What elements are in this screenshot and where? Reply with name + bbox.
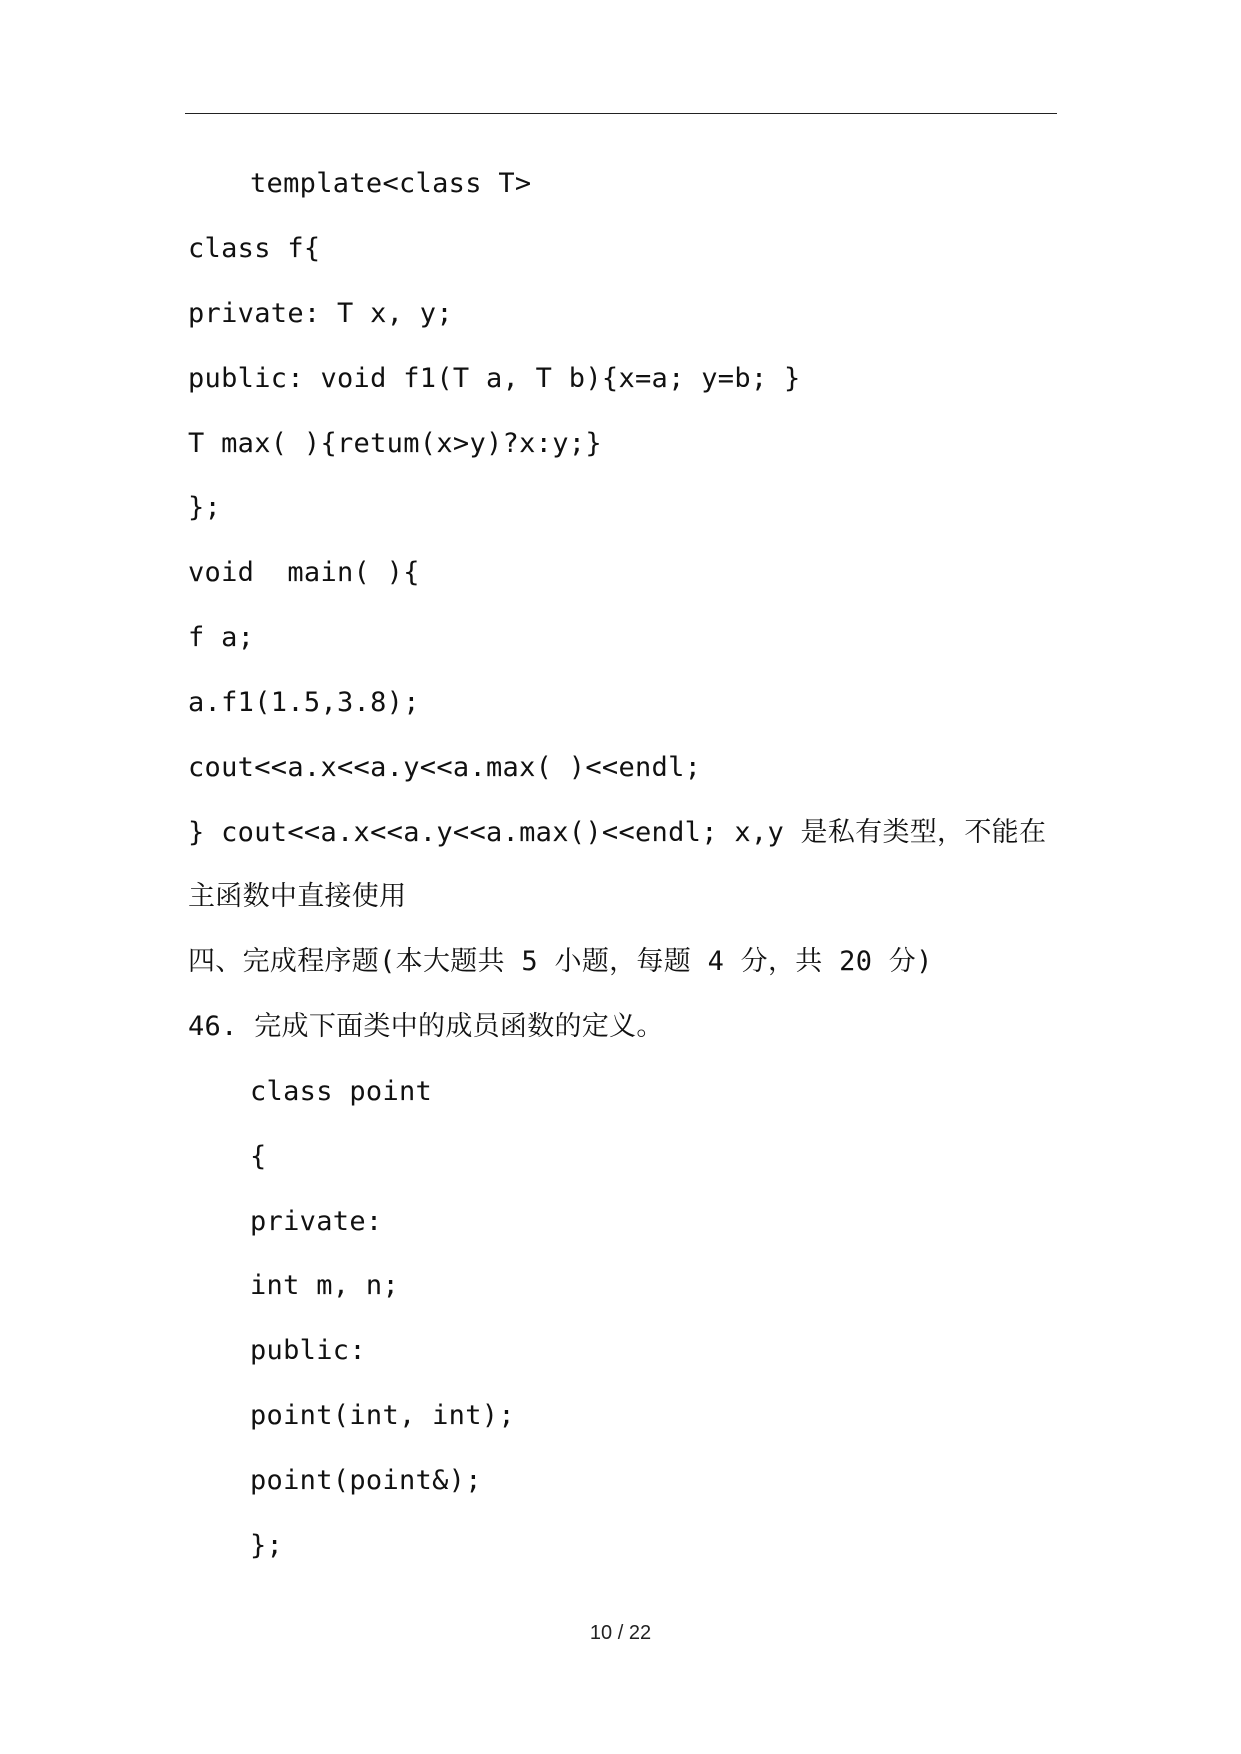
- code-line: {: [250, 1141, 267, 1172]
- code-line: cout<<a.x<<a.y<<a.max( )<<endl;: [188, 752, 702, 783]
- code-line: point(int, int);: [250, 1400, 515, 1431]
- answer-line: } cout<<a.x<<a.y<<a.max()<<endl; x,y 是私有类型，不能在: [188, 817, 1047, 848]
- code-line: f a;: [188, 622, 255, 653]
- page-number: 10 / 22: [589, 1622, 652, 1644]
- header-rule: [185, 113, 1057, 114]
- answer-line: 主函数中直接使用: [188, 881, 407, 912]
- code-line: };: [250, 1530, 284, 1561]
- code-line: void main( ){: [188, 557, 420, 588]
- section-heading: 四、完成程序题(本大题共 5 小题，每题 4 分，共 20 分): [188, 946, 933, 977]
- code-line: private:: [250, 1206, 383, 1237]
- code-line: public: void f1(T a, T b){x=a; y=b; }: [188, 363, 801, 394]
- code-line: int m, n;: [250, 1270, 399, 1301]
- code-line: class point: [250, 1076, 433, 1107]
- code-line: a.f1(1.5,3.8);: [188, 687, 420, 718]
- code-line: private: T x, y;: [188, 298, 453, 329]
- code-line: };: [188, 492, 222, 523]
- code-line: template<class T>: [250, 168, 532, 199]
- code-line: point(point&);: [250, 1465, 482, 1496]
- code-line: public:: [250, 1335, 366, 1366]
- code-line: class f{: [188, 233, 321, 264]
- question-line: 46. 完成下面类中的成员函数的定义。: [188, 1011, 664, 1042]
- code-line: T max( ){retum(x>y)?x:y;}: [188, 428, 602, 459]
